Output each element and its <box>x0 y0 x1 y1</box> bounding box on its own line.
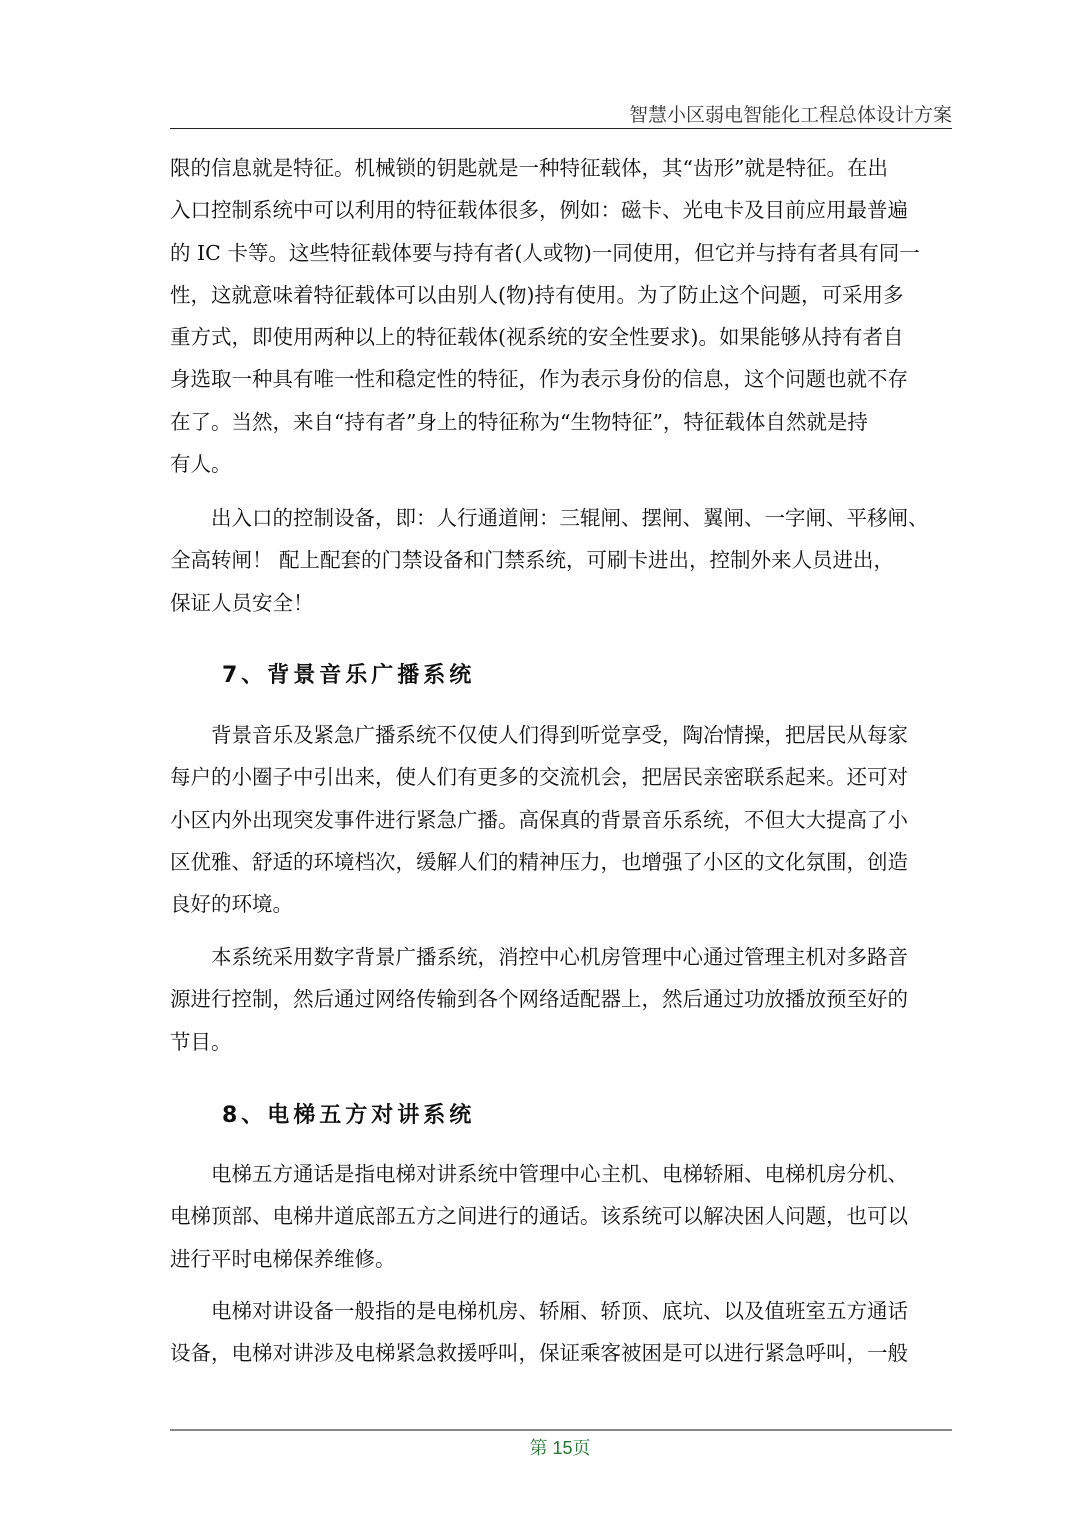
text-line: 区优雅、舒适的环境档次，缓解人们的精神压力，也增强了小区的文化氛围，创造 <box>170 849 908 874</box>
text-line: 每户的小圈子中引出来，使人们有更多的交流机会，把居民亲密联系起来。还可对 <box>170 765 908 790</box>
text-line: 电梯五方通话是指电梯对讲系统中管理中心主机、电梯轿厢、电梯机房分机、 <box>170 1162 908 1186</box>
paragraph-elevator-devices <box>170 1290 960 1375</box>
text-line: 身选取一种具有唯一性和稳定性的特征，作为表示身份的信息，这个问题也就不存 <box>170 367 908 392</box>
text-line: 性，这就意味着特征载体可以由别人(物)持有使用。为了防止这个问题，可采用多 <box>170 282 904 307</box>
text-line: 重方式，即使用两种以上的特征载体(视系统的安全性要求)。如果能够从持有者自 <box>170 325 904 350</box>
text-line: 小区内外出现突发事件进行紧急广播。高保真的背景音乐系统，不但大大提高了小 <box>170 807 908 832</box>
text-line: 良好的环境。 <box>170 892 293 917</box>
text-line: 背景音乐及紧急广播系统不仅使人们得到听觉享受，陶冶情操，把居民从每家 <box>170 723 908 747</box>
header-rule <box>170 128 952 129</box>
paragraph-access-control-features <box>170 147 960 485</box>
text-line: 限的信息就是特征。机械锁的钥匙就是一种特征载体，其“齿形”就是特征。在出 <box>170 156 888 180</box>
text-line: 全高转闸！ 配上配套的门禁设备和门禁系统，可刷卡进出，控制外来人员进出， <box>170 548 895 573</box>
paragraph-elevator-intercom <box>170 1153 960 1280</box>
page-number: 第 15页 <box>529 1438 591 1458</box>
text-line: 有人。 <box>170 452 232 477</box>
text-line: 在了。当然，来自“持有者”身上的特征称为“生物特征”，特征载体自然就是持 <box>170 409 868 434</box>
section-heading-8: 8、电梯五方对讲系统 <box>222 1103 476 1128</box>
text-line: 保证人员安全！ <box>170 590 314 615</box>
text-line: 电梯对讲设备一般指的是电梯机房、轿厢、轿顶、底坑、以及值班室五方通话 <box>170 1299 908 1323</box>
text-line: 出入口的控制设备，即：人行通道闸：三辊闸、摆闸、翼闸、一字闸、平移闸、 <box>170 506 929 530</box>
footer-rule <box>170 1429 952 1431</box>
paragraph-access-devices <box>170 497 960 624</box>
text-line: 的 IC 卡等。这些特征载体要与持有者(人或物)一同使用，但它并与持有者具有同一 <box>170 240 920 265</box>
section-heading-7: 7、背景音乐广播系统 <box>222 663 476 688</box>
running-header: 智慧小区弱电智能化工程总体设计方案 <box>628 104 952 126</box>
paragraph-digital-broadcast <box>170 936 960 1063</box>
text-line: 节目。 <box>170 1029 232 1054</box>
text-line: 电梯顶部、电梯井道底部五方之间进行的通话。该系统可以解决困人问题，也可以 <box>170 1204 908 1229</box>
text-line: 设备，电梯对讲涉及电梯紧急救援呼叫，保证乘客被困是可以进行紧急呼叫，一般 <box>170 1341 908 1366</box>
text-line: 入口控制系统中可以利用的特征载体很多，例如：磁卡、光电卡及目前应用最普遍 <box>170 198 908 223</box>
text-line: 本系统采用数字背景广播系统，消控中心机房管理中心通过管理主机对多路音 <box>170 945 908 969</box>
paragraph-background-music <box>170 714 960 925</box>
text-line: 进行平时电梯保养维修。 <box>170 1246 396 1271</box>
text-line: 源进行控制，然后通过网络传输到各个网络适配器上，然后通过功放播放预至好的 <box>170 987 908 1012</box>
